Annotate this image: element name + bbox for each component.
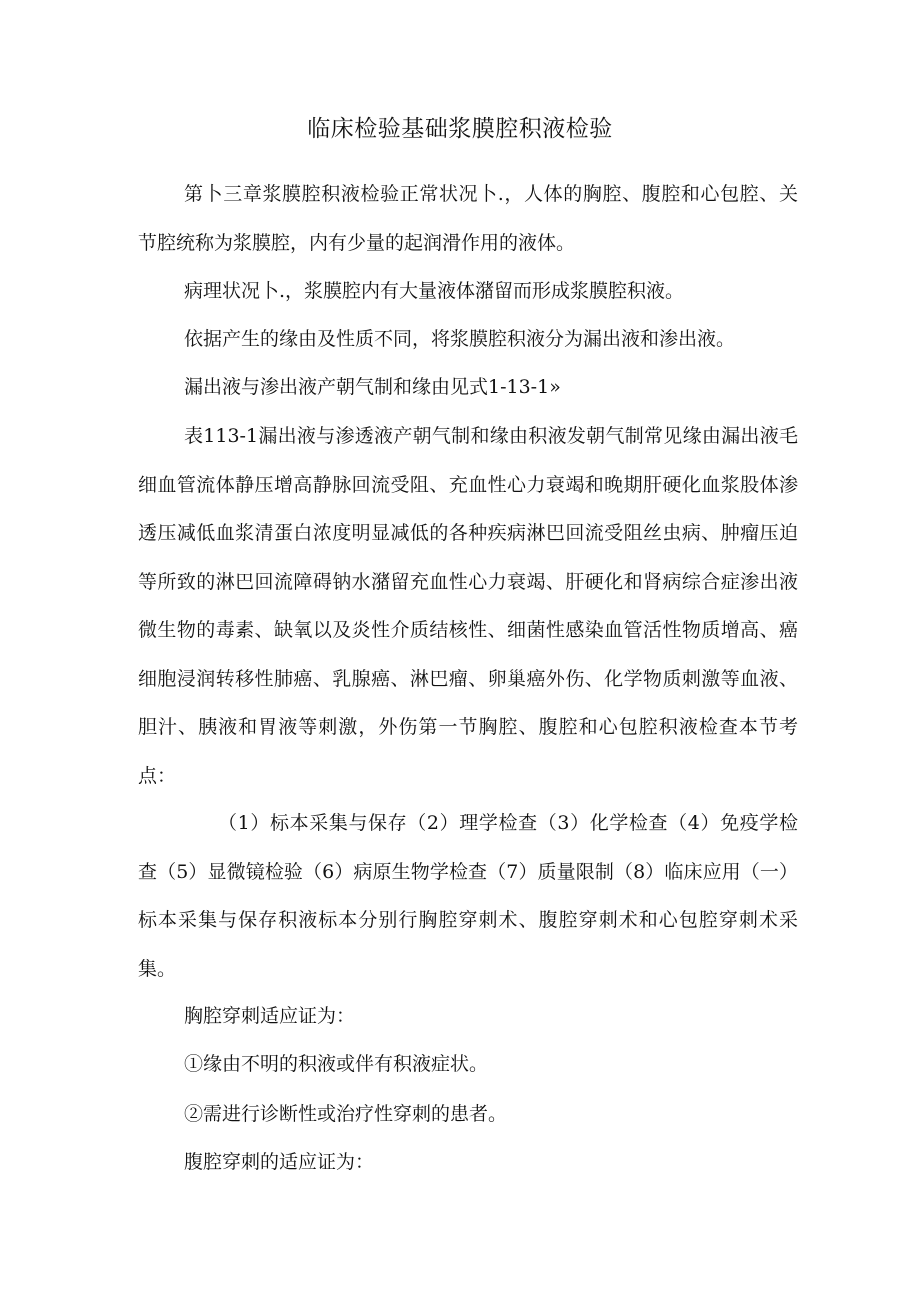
paragraph-intro: 第卜三章浆膜腔积液检验正常状况卜.，人体的胸腔、腹腔和心包腔、关节腔统称为浆膜腔，内有少量的起润滑作用的液体。 [138, 183, 798, 254]
paragraph-pathology: 病理状况卜.，浆膜腔内有大量液体潴留而形成浆膜腔积液。 [184, 280, 685, 302]
list-item-indication-1: ①缘由不明的积液或伴有积液症状。 [184, 1053, 489, 1075]
paragraph-table-content: 表113-1漏出液与渗透液产朝气制和缘由积液发朝气制常见缘由漏出液毛细血管流体静压增高静脉回流受阻、充血性心力衰竭和晚期肝硬化血浆股体渗透压减低血浆清蛋白浓度明显减低的各种疾病淋巴回流受阻丝虫病、肿瘤压迫等所致的淋巴回流障碍钠水潴留充血性心力衰竭、肝硬化和肾病综合症渗出液微生物的毒素、缺氧以及炎性介质结核性、细菌性感染血管活性物质增高、癌细胞浸润转移性肺癌、乳腺癌、淋巴瘤、卵巢癌外伤、化学物质刺激等血液、胆汁、胰液和胃液等刺激，外伤第一节胸腔、腹腔和心包腔积液检查本节考点： [138, 425, 798, 787]
list-item-indication-2: ②需进行诊断性或治疗性穿刺的患者。 [184, 1103, 508, 1125]
paragraph-thoracentesis-heading: 胸腔穿刺适应证为： [184, 1005, 356, 1027]
paragraph-paracentesis-heading: 腹腔穿刺的适应证为： [184, 1151, 375, 1173]
paragraph-key-points: （1）标本采集与保存（2）理学检查（3）化学检查（4）免疫学检查（5）显微镜检验（6）病原生物学检查（7）质量限制（8）临床应用（一）标本采集与保存积液标本分别行胸腔穿刺术、腹腔穿刺术和心包腔穿刺术采集。 [138, 812, 798, 980]
paragraph-classification: 依据产生的缘由及性质不同，将浆膜腔积液分为漏出液和渗出液。 [184, 328, 736, 350]
paragraph-table-reference: 漏出液与渗出液产朝气制和缘由见式1-13-1» [184, 376, 561, 398]
document-title: 临床检验基础浆膜腔积液检验 [307, 116, 613, 142]
